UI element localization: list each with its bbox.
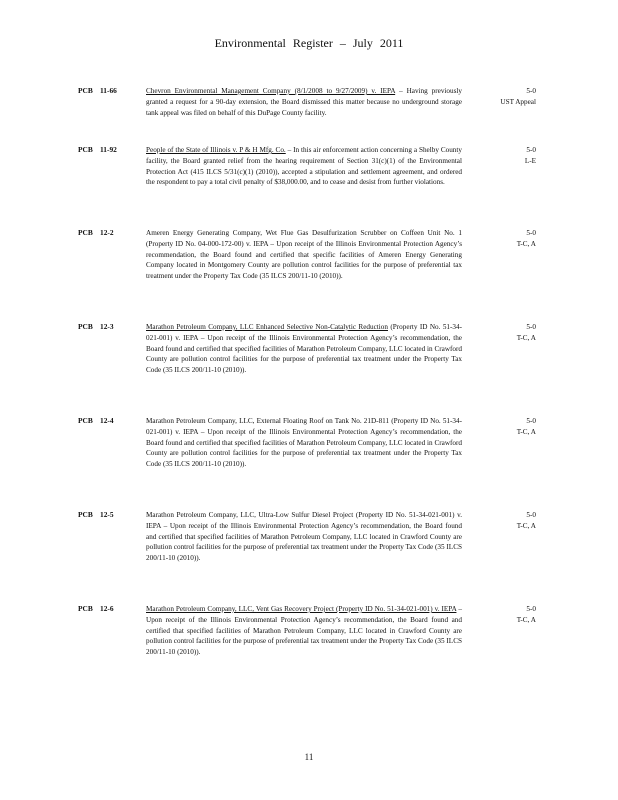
case-summary [146, 416, 462, 470]
pcb-label: PCB [78, 416, 93, 425]
case-number: 12-2 [100, 228, 114, 237]
case-text: – Upon receipt of the Illinois Environmental Protection Agency’s recommendation, the Board found and certified that specified facilities of Marathon Petroleum Company, LLC located in Crawford County are pollution control facilities for the purpose of preferential tax treatment under the Property Tax Code (35 ILCS 200/11-10 (2010)). [146, 605, 462, 657]
case-code [78, 145, 117, 156]
vote-count: 5-0 [526, 511, 536, 519]
case-type: T-C, A [516, 521, 536, 530]
pcb-label: PCB [78, 510, 93, 519]
case-vote [446, 228, 536, 250]
case-vote [446, 322, 536, 344]
vote-count: 5-0 [526, 87, 536, 95]
page-number: 11 [304, 752, 314, 762]
case-summary [146, 510, 462, 564]
case-caption: People of the State of Illinois v. P & H Mfg. Co. [146, 146, 286, 154]
vote-count: 5-0 [526, 417, 536, 425]
case-summary [146, 604, 462, 658]
vote-count: 5-0 [526, 323, 536, 331]
case-text: (Property ID No. 51-34-021-001) v. IEPA – Upon receipt of the Illinois Environmental Protection Agency’s recommendation, the Board found and certified that specified facilities of Marathon Petroleum Company, LLC located in Crawford County are pollution control facilities for the purpose of preferential tax treatment under the Property Tax Code (35 ILCS 200/11-10 (2010)). [146, 323, 462, 375]
case-code [78, 604, 114, 615]
case-number: 12-6 [100, 604, 114, 613]
case-text: Ameren Energy Generating Company, Wet Flue Gas Desulfurization Scrubber on Coffeen Unit No. 1 (Property ID No. 04-000-172-00) v. IEPA – Upon receipt of the Illinois Environmental Protection Agency’s recommendation, the Board found and certified that specific facilities of Ameren Energy Generating Company located in Montgomery County are pollution control facilities for the purpose of preferential tax treatment under the Property Tax Code (35 ILCS 200/11-10 (2010)). [146, 229, 462, 281]
pcb-label: PCB [78, 145, 93, 154]
case-vote [446, 604, 536, 626]
case-type: UST Appeal [500, 97, 536, 106]
case-code [78, 416, 114, 427]
case-number: 12-5 [100, 510, 114, 519]
case-type: T-C, A [516, 615, 536, 624]
case-vote [446, 510, 536, 532]
vote-count: 5-0 [526, 605, 536, 613]
case-code [78, 322, 114, 333]
pcb-label: PCB [78, 228, 93, 237]
pcb-label: PCB [78, 322, 93, 331]
case-code [78, 510, 114, 521]
case-type: T-C, A [516, 333, 536, 342]
case-type: T-C, A [516, 427, 536, 436]
case-number: 11-92 [100, 145, 117, 154]
case-code [78, 228, 114, 239]
vote-count: 5-0 [526, 146, 536, 154]
case-number: 12-4 [100, 416, 114, 425]
case-summary [146, 228, 462, 282]
case-vote [446, 86, 536, 108]
case-number: 11-66 [100, 86, 117, 95]
case-code [78, 86, 117, 97]
case-text: – Having previously granted a request for a 90-day extension, the Board dismissed this matter because no underground storage tank appeal was filed on behalf of this DuPage County facility. [146, 87, 462, 117]
pcb-label: PCB [78, 86, 93, 95]
case-type: T-C, A [516, 239, 536, 248]
case-summary [146, 322, 462, 376]
case-type: L-E [524, 156, 536, 165]
case-text: Marathon Petroleum Company, LLC, External Floating Roof on Tank No. 21D-811 (Property ID No. 51-34-021-001) v. IEPA – Upon receipt of the Illinois Environmental Protection Agency’s recommendation, the Board found and certified that specified facilities of Marathon Petroleum Company, LLC located in Crawford County are pollution control facilities for the purpose of preferential tax treatment under the Property Tax Code (35 ILCS 200/11-10 (2010)). [146, 417, 462, 469]
case-caption: Chevron Environmental Management Company (8/1/2008 to 9/27/2009) v. IEPA [146, 87, 396, 95]
case-text: – In this air enforcement action concerning a Shelby County facility, the Board granted relief from the hearing requirement of Section 31(c)(1) of the Environmental Protection Act (415 ILCS 5/31(c)(1) (2010)), accepted a stipulation and settlement agreement, and ordered the respondent to pay a total civil penalty of $38,000.00, and to cease and desist from further violations. [146, 146, 462, 187]
case-summary [146, 86, 462, 118]
case-caption: Marathon Petroleum Company, LLC Enhanced Selective Non-Catalytic Reduction [146, 323, 388, 331]
case-summary [146, 145, 462, 188]
case-number: 12-3 [100, 322, 114, 331]
case-caption: Marathon Petroleum Company, LLC, Vent Gas Recovery Project (Property ID No. 51-34-021-001) v. IEPA [146, 605, 457, 613]
case-text: Marathon Petroleum Company, LLC, Ultra-Low Sulfur Diesel Project (Property ID No. 51-34-021-001) v. IEPA – Upon receipt of the Illinois Environmental Protection Agency’s recommendation, the Board found and certified that specified facilities of Marathon Petroleum Company, LLC located in Crawford County are pollution control facilities for the purpose of preferential tax treatment under the Property Tax Code (35 ILCS 200/11-10 (2010)). [146, 511, 462, 563]
pcb-label: PCB [78, 604, 93, 613]
case-vote [446, 145, 536, 167]
vote-count: 5-0 [526, 229, 536, 237]
case-vote [446, 416, 536, 438]
page-header: Environmental Register – July 2011 [214, 36, 404, 50]
